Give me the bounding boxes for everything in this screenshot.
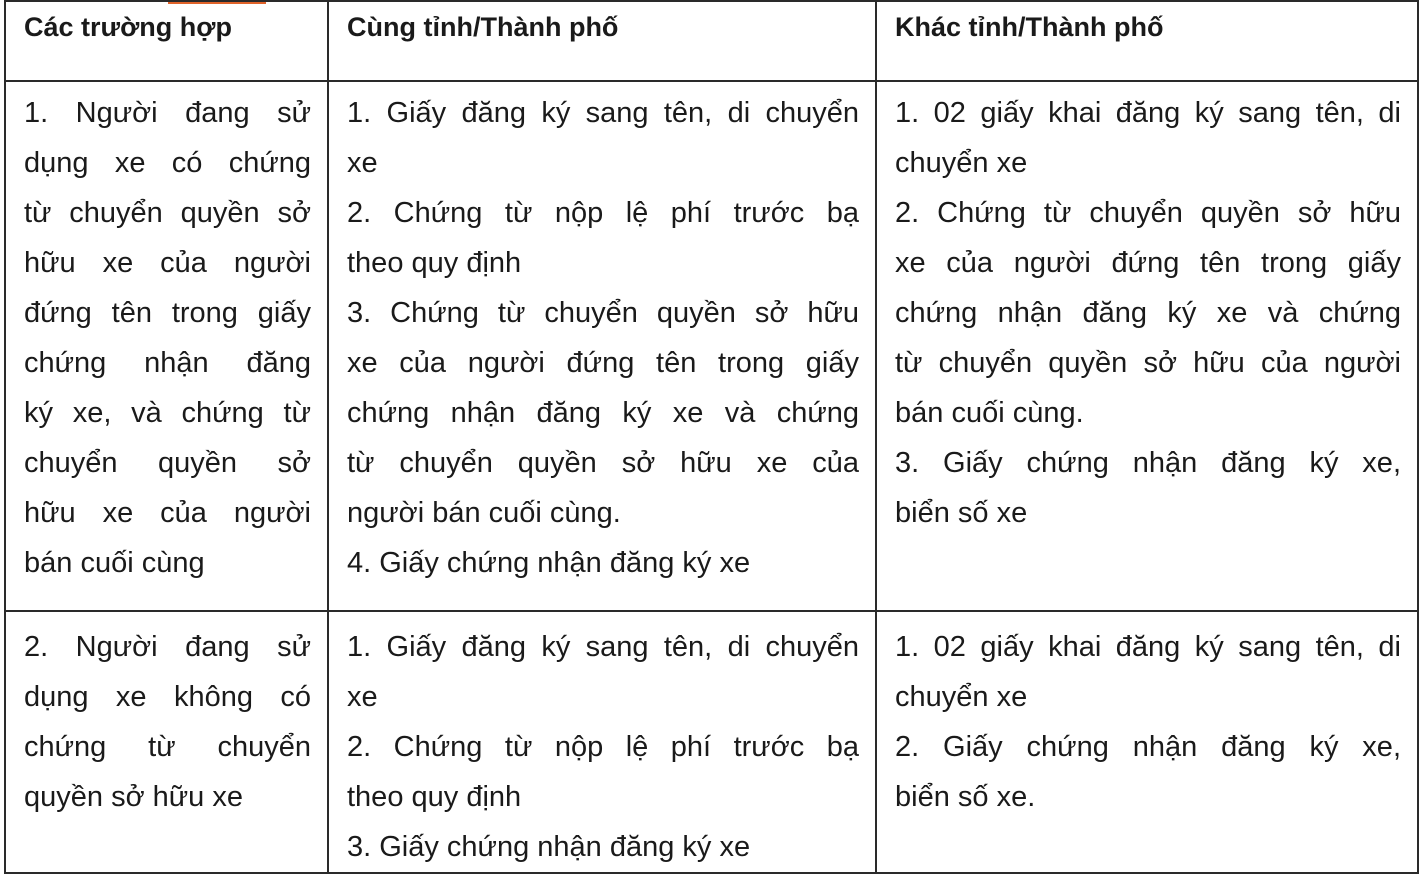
text-line: xe: [347, 681, 378, 713]
same-province-cell: [328, 611, 876, 873]
case-cell: [5, 611, 328, 873]
text-line: 1. 02 giấy khai đăng ký sang tên, di: [895, 97, 1401, 129]
text-line: từ chuyển quyền sở: [24, 197, 311, 229]
text-line: từ chuyển quyền sở hữu xe của: [347, 447, 859, 479]
text-line: biển số xe.: [895, 781, 1036, 813]
text-line: theo quy định: [347, 781, 522, 813]
header-cases: Các trường hợp: [5, 1, 328, 81]
text-line: 1. Giấy đăng ký sang tên, di chuyển: [347, 97, 859, 129]
text-line: ký xe, và chứng từ: [24, 397, 311, 429]
case-cell: [5, 81, 328, 611]
text-line: quyền sở hữu xe: [24, 781, 244, 813]
text-line: xe của người đứng tên trong giấy: [895, 247, 1401, 279]
table-header-row: [5, 1, 1418, 81]
text-line: dụng xe có chứng: [24, 147, 311, 179]
text-line: chứng nhận đăng: [24, 347, 311, 379]
text-line: hữu xe của người: [24, 247, 311, 279]
text-line: từ chuyển quyền sở hữu của người: [895, 347, 1401, 379]
text-line: 1. Giấy đăng ký sang tên, di chuyển: [347, 631, 859, 663]
text-line: xe: [347, 147, 378, 179]
text-line: 2. Chứng từ chuyển quyền sở hữu: [895, 197, 1401, 229]
other-province-text: [877, 82, 1417, 538]
text-line: 4. Giấy chứng nhận đăng ký xe: [347, 547, 751, 579]
text-line: 2. Chứng từ nộp lệ phí trước bạ: [347, 197, 859, 229]
header-same-province: Cùng tỉnh/Thành phố: [328, 1, 876, 81]
text-line: 3. Giấy chứng nhận đăng ký xe,: [895, 447, 1401, 479]
header-other-province: Khác tỉnh/Thành phố: [876, 1, 1418, 81]
text-line: chứng nhận đăng ký xe và chứng: [347, 397, 859, 429]
text-line: chuyển quyền sở: [24, 447, 311, 479]
text-line: chứng nhận đăng ký xe và chứng: [895, 297, 1401, 329]
text-line: đứng tên trong giấy: [24, 297, 311, 329]
text-line: hữu xe của người: [24, 497, 311, 529]
text-line: xe của người đứng tên trong giấy: [347, 347, 859, 379]
same-province-cell: [328, 81, 876, 611]
text-line: theo quy định: [347, 247, 522, 279]
text-line: bán cuối cùng: [24, 547, 205, 579]
table-row: [5, 81, 1418, 611]
other-province-cell: [876, 81, 1418, 611]
text-line: bán cuối cùng.: [895, 397, 1084, 429]
text-line: 2. Người đang sử: [24, 631, 311, 663]
text-line: biển số xe: [895, 497, 1028, 529]
case-text: [6, 82, 327, 588]
text-line: 1. 02 giấy khai đăng ký sang tên, di: [895, 631, 1401, 663]
text-line: 3. Giấy chứng nhận đăng ký xe: [347, 831, 751, 863]
other-province-text: [877, 612, 1417, 822]
case-text: [6, 612, 327, 822]
text-line: 2. Chứng từ nộp lệ phí trước bạ: [347, 731, 859, 763]
other-province-cell: [876, 611, 1418, 873]
text-line: 3. Chứng từ chuyển quyền sở hữu: [347, 297, 859, 329]
text-line: chuyển xe: [895, 147, 1028, 179]
same-province-text: [329, 612, 875, 872]
registration-requirements-table: [4, 0, 1419, 874]
text-line: chứng từ chuyển: [24, 731, 311, 763]
text-line: 1. Người đang sử: [24, 97, 311, 129]
table-row: [5, 611, 1418, 873]
text-line: dụng xe không có: [24, 681, 311, 713]
text-line: người bán cuối cùng.: [347, 497, 621, 529]
text-line: 2. Giấy chứng nhận đăng ký xe,: [895, 731, 1401, 763]
same-province-text: [329, 82, 875, 588]
text-line: chuyển xe: [895, 681, 1028, 713]
